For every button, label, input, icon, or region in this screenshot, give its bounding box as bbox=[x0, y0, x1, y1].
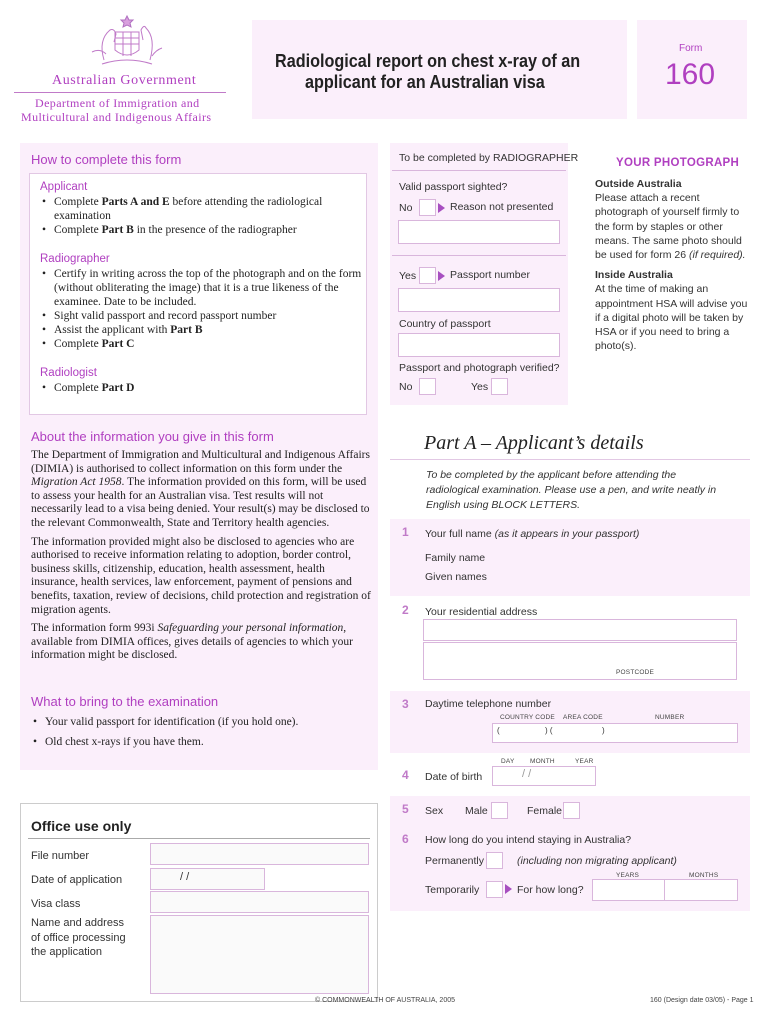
about-text bbox=[31, 449, 371, 668]
question-3-label: Daytime telephone number bbox=[425, 698, 552, 710]
verified-yes-checkbox[interactable] bbox=[491, 378, 508, 395]
footer-page-number: 160 (Design date 03/05) - Page 1 bbox=[650, 997, 754, 1004]
female-label: Female bbox=[527, 805, 563, 817]
part-a-rule bbox=[390, 459, 750, 460]
area-code-label: AREA CODE bbox=[563, 714, 603, 721]
outside-australia-text: Please attach a recent photograph of yourself firmly to the form by staples or other means. The same photo should be used for form 26 (if required). bbox=[595, 192, 746, 262]
passport-no-checkbox[interactable] bbox=[419, 199, 436, 216]
permanently-note: (including non migrating applicant) bbox=[517, 855, 677, 867]
temporarily-label: Temporarily bbox=[425, 884, 480, 896]
passport-number-label: Passport number bbox=[450, 269, 530, 281]
verified-yes-label: Yes bbox=[471, 381, 489, 393]
office-use-heading: Office use only bbox=[31, 818, 132, 834]
inside-australia-text: At the time of making an appointment HSA will advise you if a digital photo will be taken by HSA or if you need to bring a photo(s). bbox=[595, 283, 748, 353]
month-label: MONTH bbox=[530, 758, 555, 765]
question-5-label: Sex bbox=[425, 805, 444, 817]
footer-copyright: © COMMONWEALTH OF AUSTRALIA, 2005 bbox=[315, 997, 455, 1004]
how-to-heading: How to complete this form bbox=[31, 152, 182, 167]
list-item: • Complete Parts A and E before attending the radiological examination bbox=[42, 195, 362, 223]
male-label: Male bbox=[465, 805, 488, 817]
date-of-application-separators: / / bbox=[180, 871, 190, 883]
question-4-number: 4 bbox=[402, 768, 409, 782]
office-use-heading-rule bbox=[28, 838, 370, 839]
female-checkbox[interactable] bbox=[563, 802, 580, 819]
bring-list bbox=[21, 715, 373, 749]
arrow-right-icon bbox=[505, 884, 512, 894]
question-1-number: 1 bbox=[402, 525, 409, 539]
passport-yes-checkbox[interactable] bbox=[419, 267, 436, 284]
months-label: MONTHS bbox=[689, 872, 719, 879]
radiologist-subheading: Radiologist bbox=[40, 367, 97, 379]
years-label: YEARS bbox=[616, 872, 640, 879]
about-paragraph-3: The information form 993i Safeguarding your personal information, available from DIMIA offices, gives details of agencies to which your information might be disclosed. bbox=[31, 622, 354, 662]
office-name-address-input[interactable] bbox=[150, 915, 369, 994]
stay-duration-divider bbox=[664, 879, 665, 901]
passport-no-label: No bbox=[399, 202, 413, 214]
question-3-number: 3 bbox=[402, 697, 409, 711]
verified-no-checkbox[interactable] bbox=[419, 378, 436, 395]
date-of-application-label: Date of application bbox=[31, 874, 123, 886]
question-1-label: Your full name (as it appears in your passport) bbox=[425, 528, 640, 540]
department-line-2: Multicultural and Indigenous Affairs bbox=[21, 110, 212, 124]
permanently-label: Permanently bbox=[425, 855, 484, 867]
address-line-1-input[interactable] bbox=[423, 619, 737, 641]
question-6-number: 6 bbox=[402, 832, 409, 846]
question-2-number: 2 bbox=[402, 603, 409, 617]
stay-duration-input[interactable] bbox=[592, 879, 738, 901]
government-name: Australian Government bbox=[52, 73, 197, 88]
visa-class-input[interactable] bbox=[150, 891, 369, 913]
about-heading: About the information you give in this form bbox=[31, 429, 274, 444]
photograph-heading: YOUR PHOTOGRAPH bbox=[616, 157, 740, 169]
list-item: • Old chest x-rays if you have them. bbox=[33, 735, 373, 749]
applicant-list bbox=[40, 195, 362, 237]
about-paragraph-2: The information provided might also be disclosed to agencies who are authorised to receive information relating to adoption, border control, business skills, citizenship, education, health assessment, health insurance, health services, law enforcement, payment of pensions and benefits, taxation, review of decisions, child protection and registration of migration agents. bbox=[31, 535, 371, 616]
about-paragraph-1: The Department of Immigration and Multicultural and Indigenous Affairs (DIMIA) is authorised to collect information on this form under the Migration Act 1958. The information provided on this form, will be used to assess your health for an Australian visa. Test results will not necessarily lead to a visa being denied. Your result(s) may be disclosed to the relevant Commonwealth, State and Territory health agencies. bbox=[31, 449, 370, 529]
passport-sighted-label: Valid passport sighted? bbox=[399, 181, 508, 193]
file-number-input[interactable] bbox=[150, 843, 369, 865]
day-label: DAY bbox=[501, 758, 515, 765]
part-a-heading: Part A – Applicant’s details bbox=[424, 432, 644, 454]
radiographer-subheading: Radiographer bbox=[40, 253, 110, 265]
how-to-box bbox=[29, 173, 367, 415]
question-2-label: Your residential address bbox=[425, 606, 538, 618]
phone-open-paren: ( bbox=[497, 726, 500, 735]
inside-australia-title: Inside Australia bbox=[595, 269, 673, 282]
arrow-right-icon bbox=[438, 203, 445, 213]
postcode-label: POSTCODE bbox=[616, 669, 655, 676]
date-of-birth-separators: / / bbox=[522, 768, 532, 780]
question-6-label: How long do you intend staying in Australia? bbox=[425, 834, 632, 846]
office-name-address-label: Name and address of office processing the application bbox=[31, 917, 126, 958]
radiographer-heading-rule bbox=[392, 170, 566, 171]
family-name-label: Family name bbox=[425, 552, 486, 564]
passport-number-input[interactable] bbox=[398, 288, 560, 312]
outside-australia-title: Outside Australia bbox=[595, 178, 682, 190]
country-of-passport-input[interactable] bbox=[398, 333, 560, 357]
list-item: • Assist the applicant with Part B bbox=[42, 323, 362, 337]
phone-number-label: NUMBER bbox=[655, 714, 685, 721]
list-item: • Sight valid passport and record passport number bbox=[42, 309, 362, 323]
question-5-number: 5 bbox=[402, 802, 409, 816]
address-line-2-input[interactable] bbox=[423, 642, 737, 680]
list-item: • Your valid passport for identification (if you hold one). bbox=[33, 715, 373, 729]
government-crest bbox=[82, 12, 172, 70]
phone-number-input[interactable] bbox=[492, 723, 738, 743]
form-title-line-2: applicant for an Australian visa bbox=[305, 72, 545, 92]
how-long-label: For how long? bbox=[517, 884, 584, 896]
male-checkbox[interactable] bbox=[491, 802, 508, 819]
form-number: 160 bbox=[665, 58, 716, 91]
bring-heading: What to bring to the examination bbox=[31, 694, 219, 709]
permanently-checkbox[interactable] bbox=[486, 852, 503, 869]
country-code-label: COUNTRY CODE bbox=[500, 714, 555, 721]
reason-not-presented-input[interactable] bbox=[398, 220, 560, 244]
list-item: • Certify in writing across the top of the photograph and on the form (without obliterating the image) that it is a true likeness of the examinee. Date to be included. bbox=[42, 267, 362, 309]
phone-close-paren: ) bbox=[602, 726, 605, 735]
form-label: Form bbox=[679, 43, 703, 54]
radiographer-list bbox=[40, 267, 362, 351]
list-item: • Complete Part C bbox=[42, 337, 362, 351]
date-of-application-input[interactable] bbox=[150, 868, 265, 890]
given-names-label: Given names bbox=[425, 571, 487, 583]
temporarily-checkbox[interactable] bbox=[486, 881, 503, 898]
date-of-birth-input[interactable] bbox=[492, 766, 596, 786]
radiologist-list bbox=[40, 381, 362, 395]
phone-middle-paren: ) ( bbox=[545, 726, 553, 735]
file-number-label: File number bbox=[31, 850, 90, 862]
visa-class-label: Visa class bbox=[31, 898, 81, 910]
header-rule bbox=[14, 92, 226, 93]
verified-no-label: No bbox=[399, 381, 413, 393]
question-4-label: Date of birth bbox=[425, 771, 483, 783]
part-a-intro: To be completed by the applicant before attending the radiological examination. Please use a pen, and write neatly in English using BLOCK LETTERS. bbox=[426, 469, 717, 511]
form-title-line-1: Radiological report on chest x-ray of an bbox=[275, 51, 581, 71]
photograph-instructions bbox=[595, 177, 755, 353]
department-line-1: Department of Immigration and bbox=[35, 96, 200, 110]
year-label: YEAR bbox=[575, 758, 594, 765]
radiographer-divider bbox=[392, 255, 566, 256]
passport-photo-verified-label: Passport and photograph verified? bbox=[399, 362, 560, 374]
list-item: • Complete Part B in the presence of the radiographer bbox=[42, 223, 362, 237]
applicant-subheading: Applicant bbox=[40, 181, 88, 193]
passport-yes-label: Yes bbox=[399, 270, 417, 282]
reason-not-presented-label: Reason not presented bbox=[450, 201, 554, 213]
radiographer-heading: To be completed by RADIOGRAPHER bbox=[399, 152, 579, 164]
country-of-passport-label: Country of passport bbox=[399, 318, 491, 330]
arrow-right-icon bbox=[438, 271, 445, 281]
list-item: • Complete Part D bbox=[42, 381, 362, 395]
